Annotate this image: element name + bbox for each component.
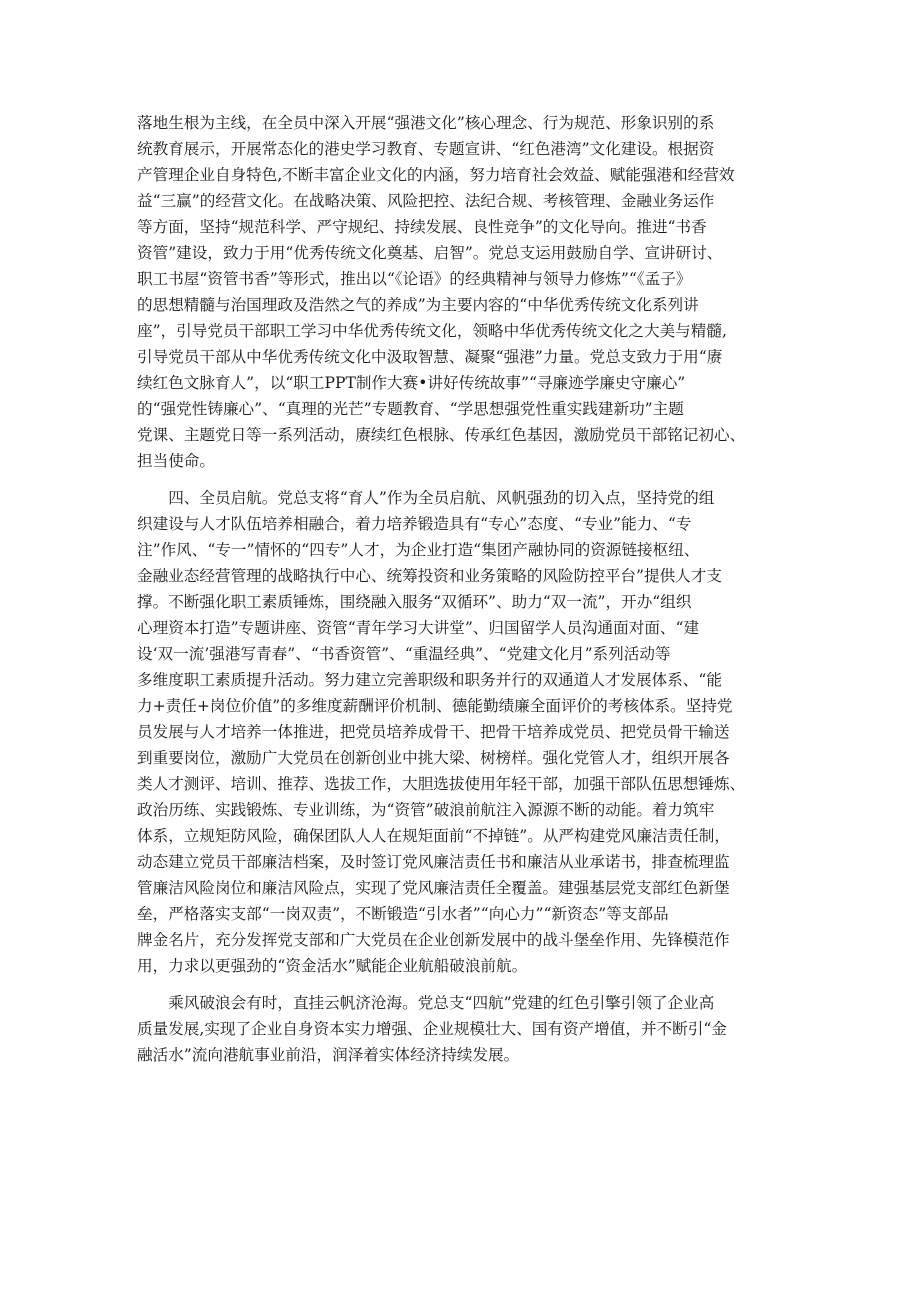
text-line: 金融业态经营管理的战略执行中心、统筹投资和业务策略的风险防控平台”提供人才支 bbox=[137, 567, 722, 585]
text-line: 党课、主题党日等一系列活动，赓续红色根脉、传承红色基因，激励党员干部铭记初心、 bbox=[137, 426, 746, 444]
text-line: 的思想精髓与治国理政及浩然之气的养成”为主要内容的“中华优秀传统文化系列讲 bbox=[137, 296, 699, 314]
text-line: 乘风破浪会有时，直挂云帆济沧海。党总支“四航”党建的红色引擎引领了企业高 bbox=[137, 994, 715, 1012]
paragraph-section-four-all-staff bbox=[137, 485, 797, 979]
text-line: 质量发展,实现了企业自身资本实力增强、企业规模壮大、国有资产增值，并不断引“金 bbox=[137, 1020, 727, 1038]
text-line: 引导党员干部从中华优秀传统文化中汲取智慧、凝聚“强港”力量。党总支致力于用“赓 bbox=[137, 348, 723, 366]
text-line: 管廉洁风险岗位和廉洁风险点，实现了党风廉洁责任全覆盖。建强基层党支部红色新堡 bbox=[137, 879, 730, 897]
text-line: 心理资本打造”专题讲座、资管“青年学习大讲堂”、归国留学人员沟通面对面、“建 bbox=[137, 619, 700, 637]
text-line: 类人才测评、培训、推荐、选拔工作，大胆选拔使用年轻干部，加强干部队伍思想锤炼、 bbox=[137, 775, 746, 793]
text-line: 职工书屋“资管书香”等形式，推出以“《论语》的经典精神与领导力修炼”“《孟子》 bbox=[137, 270, 692, 288]
text-line: 体系，立规矩防风险，确保团队人人在规矩面前“不掉链”。从严构建党风廉洁责任制， bbox=[137, 827, 730, 845]
text-line: 续红色文脉育人”，以“职工PPT制作大赛•讲好传统故事”“寻廉迹学廉史守廉心” bbox=[137, 374, 686, 392]
text-line: 多维度职工素质提升活动。努力建立完善职级和职务并行的双通道人才发展体系、“能 bbox=[137, 671, 722, 689]
text-line: 撑。不断强化职工素质锤炼，围绕融入服务“双循环”、助力“双一流”，开办“组织 bbox=[137, 593, 692, 611]
paragraph-strong-port-culture bbox=[137, 110, 797, 474]
text-line: 到重要岗位，激励广大党员在创新创业中挑大梁、树榜样。强化党管人才，组织开展各 bbox=[137, 749, 730, 767]
text-line: 统教育展示，开展常态化的港史学习教育、专题宣讲、“红色港湾”文化建设。根据资 bbox=[137, 140, 715, 158]
text-line: 政治历练、实践锻炼、专业训练，为“资管”破浪前航注入源源不断的动能。着力筑牢 bbox=[137, 801, 715, 819]
text-line: 产管理企业自身特色,不断丰富企业文化的内涵，努力培育社会效益、赋能强港和经营效 bbox=[137, 166, 735, 184]
text-line: 的“强党性铸廉心”、“真理的光芒”专题教育、“学思想强党性重实践建新功”主题 bbox=[137, 400, 684, 418]
text-line: 担当使命。 bbox=[137, 452, 215, 470]
text-line: 设‘双一流’强港写青春”、“书香资管”、“重温经典”、“党建文化月”系列活动等 bbox=[137, 645, 671, 663]
text-line: 融活水”流向港航事业前沿，润泽着实体经济持续发展。 bbox=[137, 1046, 520, 1064]
text-line: 座”，引导党员干部职工学习中华优秀传统文化，领略中华优秀传统文化之大美与精髓, bbox=[137, 322, 727, 340]
paragraph-spacer bbox=[137, 474, 797, 485]
text-line: 力+责任+岗位价值”的多维度薪酬评价机制、德能勤绩廉全面评价的考核体系。坚持党 bbox=[137, 697, 733, 715]
text-line: 落地生根为主线，在全员中深入开展“强港文化”核心理念、行为规范、形象识别的系 bbox=[137, 114, 715, 132]
text-line: 员发展与人才培养一体推进，把党员培养成骨干、把骨干培养成党员、把党员骨干输送 bbox=[137, 723, 730, 741]
text-line: 四、全员启航。党总支将“育人”作为全员启航、风帆强劲的切入点，坚持党的组 bbox=[137, 489, 715, 507]
text-line: 注”作风、“专一”情怀的“四专”人才，为企业打造“集团产融协同的资源链接枢纽、 bbox=[137, 541, 700, 559]
text-line: 垒，严格落实支部“一岗双责”，不断锻造“引水者”“向心力”“新资态”等支部品 bbox=[137, 905, 669, 923]
paragraph-conclusion bbox=[137, 990, 797, 1068]
text-line: 织建设与人才队伍培养相融合，着力培养锻造具有“专心”态度、“专业”能力、“专 bbox=[137, 515, 692, 533]
paragraph-spacer bbox=[137, 979, 797, 990]
document-body bbox=[137, 110, 797, 1068]
text-line: 等方面，坚持“规范科学、严守规纪、持续发展、良性竞争”的文化导向。推进“书香 bbox=[137, 218, 707, 236]
text-line: 动态建立党员干部廉洁档案，及时签订党风廉洁责任书和廉洁从业承诺书，排查梳理监 bbox=[137, 853, 730, 871]
text-line: 益“三赢”的经营文化。在战略决策、风险把控、法纪合规、考核管理、金融业务运作 bbox=[137, 192, 715, 210]
text-line: 资管”建设，致力于用“优秀传统文化奠基、启智”。党总支运用鼓励自学、宣讲研讨、 bbox=[137, 244, 723, 262]
text-line: 牌金名片，充分发挥党支部和广大党员在企业创新发展中的战斗堡垒作用、先锋模范作 bbox=[137, 931, 730, 949]
text-line: 用，力求以更强劲的“资金活水”赋能企业航船破浪前航。 bbox=[137, 957, 528, 975]
